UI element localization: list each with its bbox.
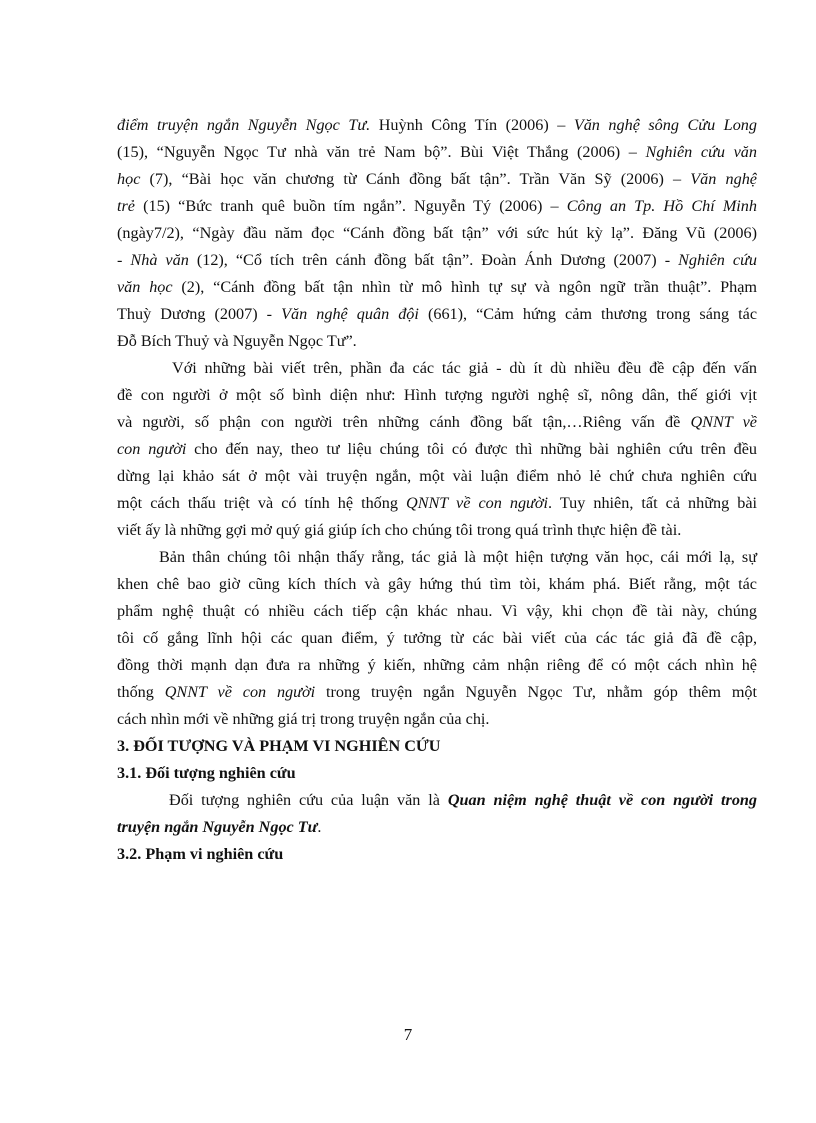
text-span: trong truyện ngắn Nguyễn Ngọc Tư, nhằm góp thêm một (315, 683, 758, 701)
text-span: dừng lại khảo sát ở một vài truyện ngắn, một vài luận điểm nhỏ lẻ chứ chưa nghiên cứu (117, 467, 757, 485)
text-span: 3.1. Đối tượng nghiên cứu (117, 764, 296, 782)
text-line (117, 220, 757, 247)
text-span: Đối tượng nghiên cứu của luận văn là (169, 791, 448, 809)
text-span: Bản thân chúng tôi nhận thấy rằng, tác giả là một hiện tượng văn học, cái mới lạ, sự (159, 548, 757, 566)
text-line (117, 598, 757, 625)
text-span: QNNT về con người (406, 494, 549, 512)
text-line (117, 787, 757, 814)
text-span: trẻ (117, 197, 135, 215)
text-span: (2), “Cánh đồng bất tận nhìn từ mô hình tự sự và ngôn ngữ trần thuật”. Phạm (172, 278, 757, 296)
section-heading (117, 841, 757, 868)
text-line (117, 328, 757, 355)
text-line (117, 571, 757, 598)
text-span: QNNT về con người (164, 683, 316, 701)
text-span: Nghiên cứu (678, 251, 758, 269)
text-line (117, 814, 757, 841)
section-heading (117, 760, 757, 787)
text-span: (15), “Nguyễn Ngọc Tư nhà văn trẻ Nam bộ”. Bùi Việt Thắng (2006) – (117, 143, 646, 161)
text-span: truyện ngắn Nguyễn Ngọc Tư (117, 818, 318, 836)
text-line (117, 382, 757, 409)
text-span: văn học (117, 278, 173, 296)
text-line (117, 355, 757, 382)
text-span: điểm truyện ngắn Nguyễn Ngọc Tư. (117, 116, 371, 134)
text-span: Với những bài viết trên, phần đa các tác giả - dù ít dù nhiều đều đề cập đến vấn (172, 359, 757, 377)
text-line (117, 409, 757, 436)
text-span: đề con người ở một số bình diện như: Hình tượng người nghệ sĩ, nông dân, thế giới vịt (117, 386, 757, 404)
text-line (117, 490, 757, 517)
text-span: và người, số phận con người trên những cánh đồng bất tận,…Riêng vấn đề (117, 413, 691, 431)
text-span: thống (117, 683, 165, 701)
text-span: Huỳnh Công Tín (2006) – (370, 116, 574, 134)
text-span: Nghiên cứu văn (645, 143, 757, 161)
text-span: (7), “Bài học văn chương từ Cánh đồng bất tận”. Trần Văn Sỹ (2006) – (140, 170, 691, 188)
text-span: học (117, 170, 141, 188)
text-span: con người (117, 440, 187, 458)
text-line (117, 193, 757, 220)
text-span: phẩm nghệ thuật có nhiều cách tiếp cận khác nhau. Vì vậy, khi chọn đề tài này, chúng (117, 602, 757, 620)
text-line (117, 112, 757, 139)
text-span: 3. ĐỐI TƯỢNG VÀ PHẠM VI NGHIÊN CỨU (117, 737, 441, 755)
document-body (117, 112, 757, 868)
text-span: khen chê bao giờ cũng kích thích và gây hứng thú tìm tòi, khám phá. Biết rằng, một tác (117, 575, 757, 593)
text-span: QNNT về (690, 413, 757, 431)
text-line (117, 463, 757, 490)
text-span: Văn nghệ quân đội (281, 305, 419, 323)
text-span: (15) “Bức tranh quê buồn tím ngắn”. Nguyễn Tý (2006) – (134, 197, 567, 215)
text-span: cách nhìn mới về những giá trị trong truyện ngắn của chị. (117, 710, 490, 728)
text-span: (12), “Cổ tích trên cánh đồng bất tận”. Đoàn Ánh Dương (2007) - (188, 251, 679, 269)
text-span: - (117, 251, 131, 269)
text-span: Văn nghệ sông Cửu Long (573, 116, 757, 134)
page-number: 7 (403, 1025, 413, 1044)
text-span: đồng thời mạnh dạn đưa ra những ý kiến, những cảm nhận riêng để có một cách nhìn hệ (117, 656, 757, 674)
text-line (117, 706, 757, 733)
text-line (117, 436, 757, 463)
text-span: cho đến nay, theo tư liệu chúng tôi có được thì những bài nghiên cứu trên đều (186, 440, 757, 458)
section-heading (117, 733, 757, 760)
text-span: Quan niệm nghệ thuật về con người trong (447, 791, 758, 809)
text-line (117, 301, 757, 328)
text-span: Thuỳ Dương (2007) - (117, 305, 282, 323)
text-span: Văn nghệ (690, 170, 757, 188)
text-line (117, 247, 757, 274)
text-span: Nhà văn (130, 251, 189, 269)
text-span: (ngày7/2), “Ngày đầu năm đọc “Cánh đồng bất tận” với sức hút kỳ lạ”. Đăng Vũ (2006) (117, 224, 757, 242)
text-line (117, 544, 757, 571)
text-line (117, 139, 757, 166)
text-span: . Tuy nhiên, tất cả những bài (548, 494, 758, 512)
text-line (117, 517, 757, 544)
text-span: Đỗ Bích Thuỷ và Nguyễn Ngọc Tư”. (117, 332, 357, 350)
text-span: một cách thấu triệt và có tính hệ thống (117, 494, 407, 512)
text-span: tôi cố gắng lĩnh hội các quan điểm, ý tưởng từ các bài viết của các tác giả đã đề cập, (117, 629, 757, 647)
text-line (117, 166, 757, 193)
text-span: . (317, 818, 322, 836)
text-span: Công an Tp. Hồ Chí Minh (566, 197, 757, 215)
text-span: viết ấy là những gợi mở quý giá giúp ích cho chúng tôi trong quá trình thực hiện đề tài. (117, 521, 682, 539)
text-line (117, 625, 757, 652)
text-line (117, 679, 757, 706)
text-line (117, 274, 757, 301)
text-span: (661), “Cảm hứng cảm thương trong sáng tác (418, 305, 758, 323)
text-span: 3.2. Phạm vi nghiên cứu (117, 845, 284, 863)
text-line (117, 652, 757, 679)
